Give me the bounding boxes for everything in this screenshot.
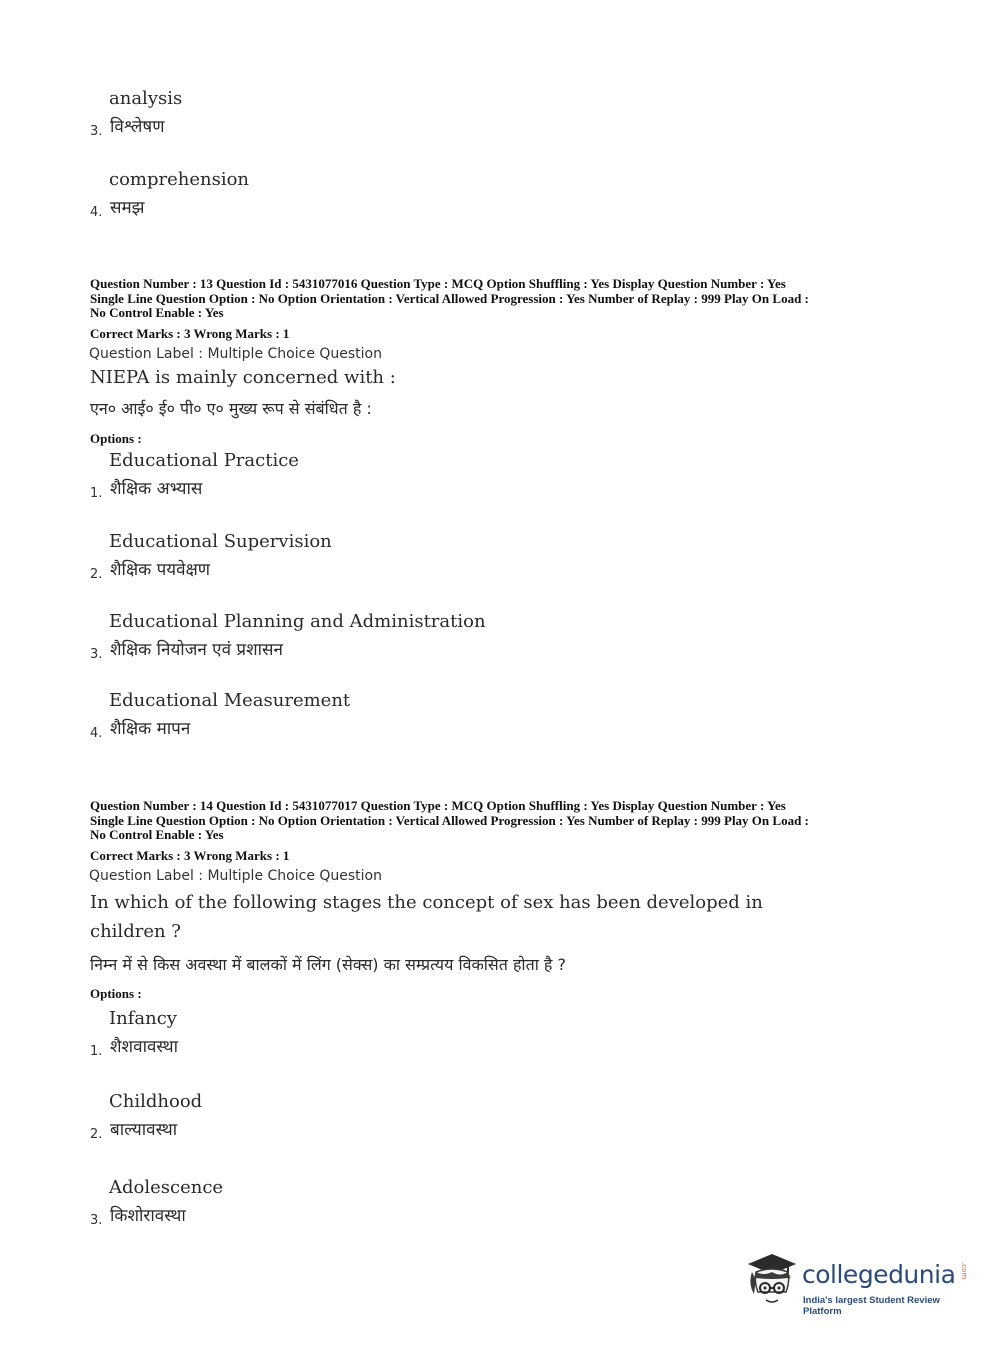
option-hindi: किशोरावस्था: [110, 1206, 186, 1226]
option-english: Educational Supervision: [109, 531, 332, 552]
mascot-icon: [742, 1250, 800, 1312]
option-english: Educational Planning and Administration: [109, 611, 486, 632]
option-item: [88, 450, 788, 514]
question-13-metadata: [90, 277, 920, 321]
option-hindi: शैक्षिक पयवेक्षण: [110, 560, 211, 580]
option-item: [88, 88, 788, 152]
question-14-marks: Correct Marks : 3 Wrong Marks : 1: [90, 848, 290, 863]
option-number: 3.: [90, 124, 103, 139]
options-heading: Options :: [90, 431, 142, 446]
option-hindi: शैक्षिक मापन: [110, 719, 191, 739]
brand-tagline: India's largest Student Review Platform: [803, 1295, 940, 1317]
option-english: comprehension: [109, 169, 250, 190]
option-english: analysis: [109, 88, 183, 109]
option-number: 4.: [90, 726, 103, 741]
question-14-text-hindi: निम्न में से किस अवस्था में बालकों में लिंग (सेक्स) का सम्प्रत्यय विकसित होता है ?: [90, 955, 567, 974]
question-13-text-hindi: एन० आई० ई० पी० ए० मुख्य रूप से संबंधित है :: [90, 399, 372, 418]
option-item: [88, 690, 788, 754]
options-heading: Options :: [90, 986, 142, 1001]
option-english: Childhood: [109, 1091, 203, 1112]
option-english: Educational Measurement: [109, 690, 351, 711]
meta-line: No Control Enable : Yes: [90, 827, 224, 842]
option-hindi: विश्लेषण: [110, 117, 165, 137]
option-item: [88, 169, 788, 233]
option-number: 2.: [90, 1127, 103, 1142]
option-item: [88, 1008, 788, 1072]
question-14-text-english-line-2: children ?: [90, 921, 181, 942]
option-item: [88, 531, 788, 595]
meta-line: Question Number : 13 Question Id : 5431077016 Question Type : MCQ Option Shuffling : Yes Display Question Number : Yes: [90, 276, 786, 291]
question-14-label: Question Label : Multiple Choice Question: [89, 868, 382, 884]
option-number: 3.: [90, 1213, 103, 1228]
option-english: Adolescence: [109, 1177, 224, 1198]
option-number: 1.: [90, 486, 103, 501]
option-item: [88, 1091, 788, 1155]
option-number: 4.: [90, 205, 103, 220]
option-hindi: शैक्षिक नियोजन एवं प्रशासन: [110, 640, 283, 660]
option-number: 2.: [90, 567, 103, 582]
question-14-metadata: [90, 799, 920, 843]
meta-line: Single Line Question Option : No Option Orientation : Vertical Allowed Progression : Yes Number of Replay : 999 Play On Load :: [90, 290, 809, 306]
question-13-label: Question Label : Multiple Choice Question: [89, 346, 382, 362]
meta-line: Question Number : 14 Question Id : 5431077017 Question Type : MCQ Option Shuffling : Yes Display Question Number : Yes: [90, 798, 786, 813]
option-hindi: बाल्यावस्था: [110, 1120, 178, 1140]
option-hindi: शैक्षिक अभ्यास: [110, 479, 203, 499]
question-13-marks: Correct Marks : 3 Wrong Marks : 1: [90, 326, 290, 341]
question-13-text-english: NIEPA is mainly concerned with :: [90, 367, 396, 388]
brand-dotcom: .com: [960, 1262, 968, 1280]
option-english: Infancy: [109, 1008, 177, 1029]
collegedunia-watermark: [742, 1250, 972, 1317]
option-hindi: शैशवावस्था: [110, 1037, 178, 1057]
meta-line: Single Line Question Option : No Option Orientation : Vertical Allowed Progression : Yes Number of Replay : 999 Play On Load :: [90, 812, 809, 828]
option-item: [88, 1177, 788, 1241]
question-14-text-english-line-1: In which of the following stages the concept of sex has been developed in: [90, 892, 763, 913]
brand-name: collegedunia: [802, 1260, 956, 1289]
option-hindi: समझ: [110, 198, 145, 218]
option-english: Educational Practice: [109, 450, 299, 471]
option-item: [88, 611, 788, 675]
meta-line: No Control Enable : Yes: [90, 305, 224, 320]
option-number: 3.: [90, 647, 103, 662]
option-number: 1.: [90, 1044, 103, 1059]
